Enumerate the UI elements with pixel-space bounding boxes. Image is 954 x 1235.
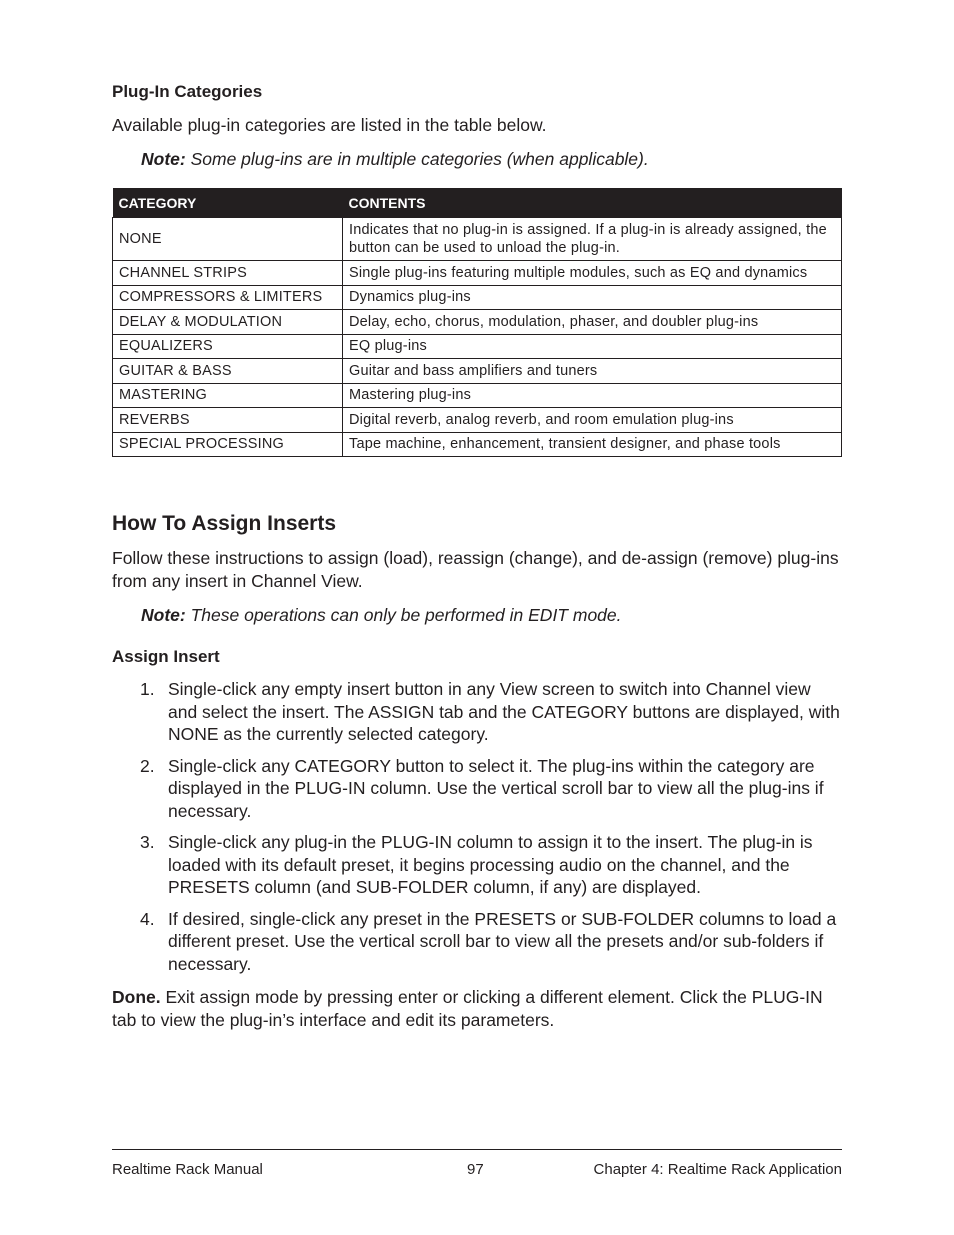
note-label: Note: xyxy=(141,605,186,625)
category-cell: EQUALIZERS xyxy=(113,334,343,359)
contents-cell: Mastering plug-ins xyxy=(343,383,842,408)
table-row xyxy=(113,432,842,457)
step-number: 3. xyxy=(140,832,155,852)
note-text: These operations can only be performed in EDIT mode. xyxy=(185,605,622,625)
step-number: 4. xyxy=(140,908,155,929)
contents-cell: Dynamics plug-ins xyxy=(343,285,842,310)
note-text: Some plug-ins are in multiple categories (when applicable). xyxy=(185,149,649,169)
step-text: Single-click any empty insert button in any View screen to switch into Channel view and select the insert. The ASSIGN tab and the CATEGORY buttons are displayed, with NONE as the currently selected category. xyxy=(168,679,840,744)
categories-intro: Available plug-in categories are listed in the table below. xyxy=(112,115,547,135)
assign-inserts-note xyxy=(141,605,622,626)
list-item xyxy=(112,755,842,823)
assign-inserts-intro: Follow these instructions to assign (load), reassign (change), and de-assign (remove) plug-ins from any insert in Channel View. xyxy=(112,548,839,591)
step-text: Single-click any plug-in the PLUG-IN column to assign it to the insert. The plug-in is loaded with its default preset, it begins processing audio on the channel, and the PRESETS column (and SUB-FOLDER column, if any) are displayed. xyxy=(168,832,813,897)
contents-cell: Tape machine, enhancement, transient designer, and phase tools xyxy=(343,432,842,457)
categories-note xyxy=(141,149,649,170)
table-row xyxy=(113,408,842,433)
section-heading-assign-inserts: How To Assign Inserts xyxy=(112,512,337,535)
table-row xyxy=(113,285,842,310)
category-cell: SPECIAL PROCESSING xyxy=(113,432,343,457)
category-cell: REVERBS xyxy=(113,408,343,433)
step-number: 1. xyxy=(140,679,155,699)
table-row xyxy=(113,310,842,335)
category-cell: CHANNEL STRIPS xyxy=(113,261,343,286)
done-paragraph xyxy=(112,986,842,1031)
plugin-categories-table xyxy=(112,188,842,457)
category-cell: NONE xyxy=(113,218,343,261)
footer-chapter-title: Chapter 4: Realtime Rack Application xyxy=(593,1161,842,1178)
section-heading-plugin-categories: Plug-In Categories xyxy=(112,82,263,101)
table-row xyxy=(113,261,842,286)
category-cell: COMPRESSORS & LIMITERS xyxy=(113,285,343,310)
table-header-row xyxy=(113,188,842,218)
done-label: Done. xyxy=(112,987,161,1007)
list-item xyxy=(112,678,842,746)
contents-cell: Guitar and bass amplifiers and tuners xyxy=(343,359,842,384)
table-header-contents: CONTENTS xyxy=(343,188,842,218)
footer-page-number: 97 xyxy=(467,1161,484,1178)
step-text: Single-click any CATEGORY button to select it. The plug-ins within the category are displayed in the PLUG-IN column. Use the vertical scroll bar to view all the plug-ins if necessary. xyxy=(168,755,824,821)
table-row xyxy=(113,334,842,359)
note-label: Note: xyxy=(141,149,186,169)
contents-cell: Digital reverb, analog reverb, and room emulation plug-ins xyxy=(343,408,842,433)
footer-divider xyxy=(112,1149,842,1150)
table-row xyxy=(113,359,842,384)
step-text: If desired, single-click any preset in the PRESETS or SUB-FOLDER columns to load a different preset. Use the vertical scroll bar to view all the presets and/or sub-folders if necessary. xyxy=(168,908,837,974)
done-text: Exit assign mode by pressing enter or clicking a different element. Click the PLUG-IN tab to view the plug-in’s interface and edit its parameters. xyxy=(112,987,823,1030)
list-item xyxy=(112,908,842,976)
category-cell: DELAY & MODULATION xyxy=(113,310,343,335)
table-header-category: CATEGORY xyxy=(113,188,343,218)
subheading-assign-insert: Assign Insert xyxy=(112,647,220,666)
footer-manual-title: Realtime Rack Manual xyxy=(112,1161,263,1178)
contents-cell: Delay, echo, chorus, modulation, phaser, and doubler plug-ins xyxy=(343,310,842,335)
contents-cell: Indicates that no plug-in is assigned. If a plug-in is already assigned, the button can be used to unload the plug-in. xyxy=(343,218,842,261)
category-cell: GUITAR & BASS xyxy=(113,359,343,384)
list-item xyxy=(112,831,842,899)
assign-insert-steps xyxy=(112,678,842,984)
contents-cell: Single plug-ins featuring multiple modules, such as EQ and dynamics xyxy=(343,261,842,286)
contents-cell: EQ plug-ins xyxy=(343,334,842,359)
step-number: 2. xyxy=(140,755,155,776)
table-row xyxy=(113,383,842,408)
table-row xyxy=(113,218,842,261)
category-cell: MASTERING xyxy=(113,383,343,408)
